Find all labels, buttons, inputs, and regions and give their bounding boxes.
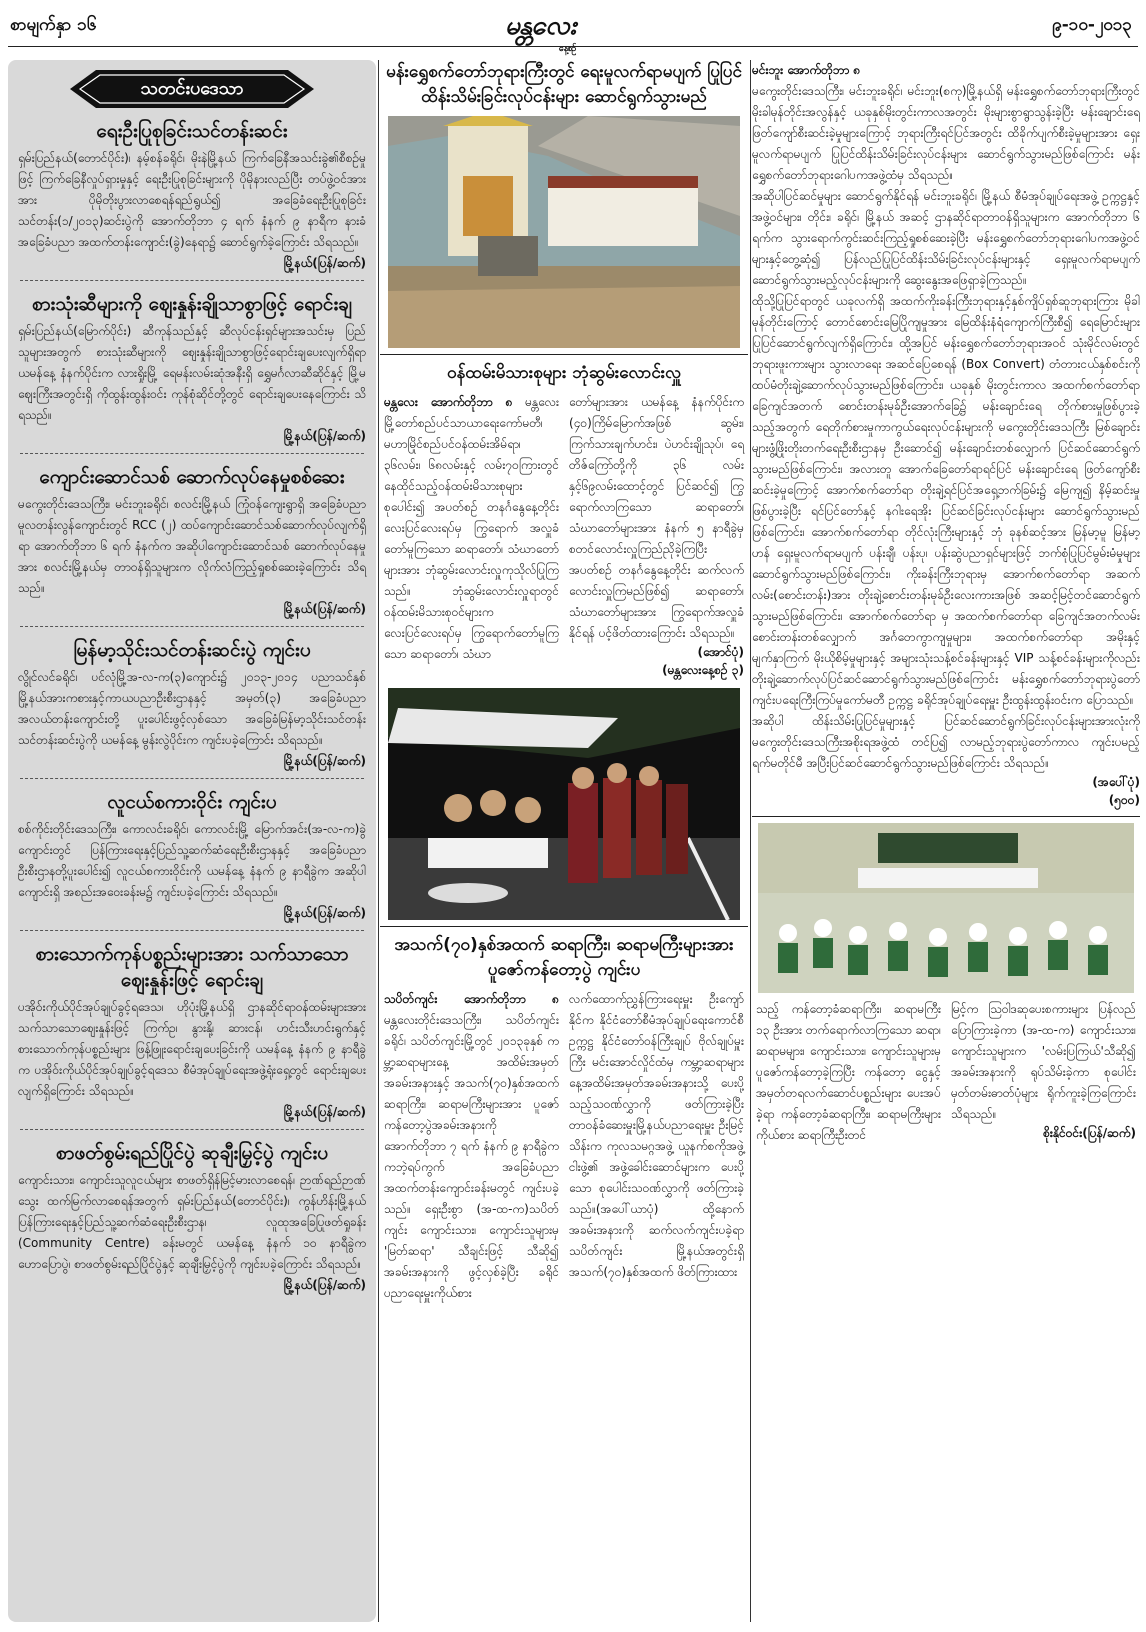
brief-article	[8, 287, 376, 447]
teachers-text-cont-left: သည့် ကန်တော့ခံဆရာကြီး၊ ဆရာမကြီး ၁၃ ဦးအား တက်ရောက်လာကြသော ဆရာ၊ ဆရာမများ၊ ကျောင်းသား၊ ကျောင်းသူများမှ ပူဇော်ကန်တော့ခဲ့ကြပြီး ကန်တော့ ငွေနှင့် အမှတ်တရလက်ဆောင်ပစ္စည်းများ ပေးအပ်ခဲ့ရာ ကန်တော့ခံဆရာကြီး၊ ဆရာမကြီးများကိုယ်စား ဆရာကြီးဦးတင်	[756, 1002, 941, 1142]
teachers-text-right: လက်ထောက်ညွှန်ကြားရေးမှူး ဦးကျော်နိုင်က နိုင်ငံတော်စီမံအုပ်ချုပ်ရေးကောင်စီဥက္ကဋ္ဌ နိုင်ငံတော်ဝန်ကြီးချုပ် ဗိုလ်ချုပ်မှူးကြီး မင်းအောင်လှိုင်ထံမှ ကမ္ဘာ့ဆရာများနေ့အထိမ်းအမှတ်အခမ်းအနားသို့ ပေးပို့သည့်သဝဏ်လွှာကို ဖတ်ကြားခဲ့ပြီး တာဝန်ခံဆေးမှူးမြို့နယ်ပညာရေးမှူး ဦးမြင့်သိန်းက ကုလသမဂ္ဂအဖွဲ့ ယူနက်စကိုအဖွဲ့ ငါးဖွဲ့၏ အဖွဲ့ခေါင်းဆောင်များက ပေးပို့သော စုပေါင်းသဝဏ်လွှာကို ဖတ်ကြားခဲ့သည်။(အပေါ်ယာပုံ) ထို့နောက် အခမ်းအနားကို ဆက်လက်ကျင်းပခဲ့ရာ သပိတ်ကျင်း မြို့နယ်အတွင်းရှိ အသက်(၇၀)နှစ်အထက် ဖိတ်ကြားထား	[569, 992, 744, 1279]
teachers-text-left: သပိတ်ကျင်း အောက်တိုဘာ ၈ မန္တလေးတိုင်းဒေသကြီး၊ သပိတ်ကျင်းခရိုင်၊ သပိတ်ကျင်းမြို့တွင် ၂၀၁၃ခုနှစ် ကမ္ဘာ့ဆရာများနေ့ အထိမ်းအမှတ်အခမ်းအနားနှင့် အသက်(၇၀)နှစ်အထက် ဆရာကြီး၊ ဆရာမကြီးများအား ပူဇော်ကန်တော့ပွဲအခမ်းအနားကို အောက်တိုဘာ ၇ ရက် နံနက် ၉ နာရီခွဲက ကဘဲ့ရပ်ကွက် အခြေခံပညာအထက်တန်းကျောင်းခန်းမတွင် ကျင်းပခဲ့သည်။ ရှေးဦးစွာ (အ-ထ-က)သပိတ်ကျင်း ကျောင်းသား၊ ကျောင်းသူများမှ 'မြတ်ဆရာ' သီချင်းဖြင့် သီဆို၍ အခမ်းအနားကို ဖွင့်လှစ်ခဲ့ပြီး ခရိုင်ပညာရေးမှူးကိုယ်စား	[384, 992, 559, 1300]
column-rule	[378, 60, 379, 1622]
alms-article-headline: ဝန်ထမ်းမိသားစုများ ဘုံဆွမ်းလောင်းလှူ	[446, 363, 682, 383]
brief-source: မြို့နယ်(ပြန်/ဆက်)	[283, 1105, 366, 1119]
brief-headline: စားသောက်ကုန်ပစ္စည်းများအား သက်သာသောဈေးနှုန်းဖြင့် ရောင်းချ	[35, 943, 349, 991]
masthead-rule	[8, 46, 1138, 47]
alms-article-body	[380, 392, 748, 680]
brief-headline: ကျောင်းဆောင်သစ် ဆောက်လုပ်နေမှုစစ်ဆေး	[39, 466, 345, 488]
brief-headline: ရေးဦးပြုစုခြင်းသင်တန်းဆင်း	[96, 120, 288, 142]
brief-headline: မြန်မာ့သိုင်းသင်တန်းဆင်းပွဲ ကျင်းပ	[73, 639, 311, 661]
divider	[20, 1129, 364, 1130]
page-number: စာမျက်နှာ ၁၆	[10, 15, 97, 35]
brief-article	[8, 460, 376, 620]
source-credit: စိုးနိုင်ဝင်း(ပြန်/ဆက်)	[1043, 1126, 1136, 1140]
column-rule	[750, 60, 751, 1622]
brief-source: မြို့နယ်(ပြန်/ဆက်)	[283, 906, 366, 920]
teachers-article-headline: အသက်(၇၀)နှစ်အထက် ဆရာကြီး၊ ဆရာမကြီးများအား ပူဇော်ကန်တော့ပွဲ ကျင်းပ	[394, 935, 734, 980]
brief-body: ကျောင်းသား၊ ကျောင်းသူလူငယ်များ စာဖတ်ရှိန်မြင့်မားလာစေရန်၊ ဉာဏ်ရည်ဉာဏ်သွေး ထက်မြက်လာစေရန်အတွက် ရှမ်းပြည်နယ်(တောင်ပိုင်း)၊ ကွန်ဟိန်းမြို့နယ် ပြန်ကြားရေးနှင့်ပြည်သူ့ဆက်ဆံရေးဦးစီးဌာန၊ လူထုအခြေပြုဖတ်ရှုခန်း (Community Centre) ခန်းမတွင် ယမန်နေ့ နံနက် ၁၀ နာရီခွဲက ဟောပြောပွဲ၊ စာဖတ်စွမ်းရည်ပြိုင်ပွဲနှင့် ဆုချီးမြှင့်ပွဲကို ကျင်းပခဲ့ကြောင်း သိရသည်။ မြို့နယ်(ပြန်/ဆက်)	[18, 1170, 366, 1296]
alms-text-right: တော်များအား ယမန်နေ့ နံနက်ပိုင်းက (၄၀)ကြိမ်မြောက်အဖြစ် ဆွမ်း၊ ကြက်သားချက်ဟင်း၊ ပဲဟင်းချိုသုပ်၊ ရေတိဇ်ကြော်တို့ကို ၃၆ လမ်းနှင့်၆၉လမ်းထောင့်တွင် ပြင်ဆင်၍ ကြွရောက်လာကြသော ဆရာတော်၊ သံဃာတော်များအား နံနက် ၅ နာရီခွဲမှ စတင်လောင်းလှူကြည်ညိုခဲ့ကြပြီး အပတ်စဉ် တနင်္ဂနွေနေ့တိုင်း ဆက်လက်လောင်းလှူကြမည်ဖြစ်၍ ဆရာတော်၊ သံဃာတော်များအား ကြွရောက်အလှူခံနိုင်ရန် ပင့်ဖိတ်ထားကြောင်း သိရသည်။	[569, 395, 744, 640]
source-credit: (၅၀၀)	[1108, 793, 1140, 807]
brief-article	[8, 785, 376, 924]
source-credit: (မန္တလေးနေ့စဉ် ၃)	[662, 663, 744, 677]
middle-column	[380, 60, 748, 1622]
brief-body: လွိုင်လင်ခရိုင်၊ ပင်လုံမြို့အ-လ-က(၃)ကျောင်း၌ ၂၀၁၃-၂၀၁၄ ပညာသင်နှစ် မြို့နယ်အားကစားနှင့်ကာယပညာဦးစီးဌာနနှင့် အမှတ်(၃) အခြေခံပညာအလယ်တန်းကျောင်းတို့ ပူးပေါင်းဖွင့်လှစ်သော အခြေခံမြန်မာ့သိုင်းသင်တန်း သင်တန်းဆင်းပွဲကို ယမန်နေ့ မွန်းလွဲပိုင်းက ကျင်းပခဲ့ကြောင်း သိရသည်။ မြို့နယ်(ပြန်/ဆက်)	[18, 667, 366, 772]
pagoda-photo	[388, 116, 740, 348]
divider	[20, 453, 364, 454]
brief-article	[8, 937, 376, 1123]
teachers-article-body	[380, 989, 748, 1304]
brief-headline: လူငယ်စကားဝိုင်း ကျင်းပ	[107, 791, 277, 813]
pagoda-article-headline: မန်းရွှေစက်တော်ဘုရားကြီးတွင် ရေးမူလက်ရာမပျက် ပြုပြင်ထိန်းသိမ်းခြင်းလုပ်ငန်းများ ဆောင်ရွက်သွားမည်	[386, 62, 742, 107]
masthead	[0, 0, 1146, 52]
brief-headline: စားသုံးဆီများကို ဈေးနှုန်းချိုသာစွာဖြင့် ရောင်းချ	[32, 293, 352, 315]
right-column	[752, 60, 1140, 1622]
brief-article	[8, 1136, 376, 1296]
pagoda-article-text: အဆိုပါပြင်ဆင်မှုများ ဆောင်ရွက်နိုင်ရန် မင်းဘူးခရိုင်၊ မြို့နယ် စီမံအုပ်ချုပ်ရေးအဖွဲ့ ဥက္ကဋ္ဌနှင့် အဖွဲ့ဝင်များ၊ တိုင်း၊ ခရိုင်၊ မြို့နယ် အဆင့် ဌာနဆိုင်ရာတာဝန်ရှိသူများက အောက်တိုဘာ ၆ ရက်က သွားရောက်ကွင်းဆင်းကြည့်ရှုစစ်ဆေးခဲ့ပြီး မန်းရွှေစက်တော်ဘုရားဂေါပကအဖွဲ့ဝင်များနှင့်တွေ့ဆုံ၍ ပြန်လည်ပြုပြင်ထိန်းသိမ်းခြင်းလုပ်ငန်းများနှင့် ရှေးမူလက်ရာမပျက် ဆောင်ရွက်သွားမည့်လုပ်ငန်းများကို ဆွေးနွေးအဖြေရှာခဲ့ကြသည်။	[752, 189, 1140, 287]
monks-alms-photo	[388, 688, 740, 920]
divider	[20, 280, 364, 281]
brief-body: ရှမ်းပြည်နယ်(တောင်ပိုင်း)၊ နမ့်စန်ခရိုင်၊ မိုးနဲမြို့နယ် ကြက်ခြေနီအသင်းခွဲ၏စီစဉ်မှုဖြင့် ကြက်ခြေနီလှုပ်ရှားမှုနှင့် ရေးဦးပြုစုခြင်းများကို ပိုမိုနားလည်ပြီး တပ်ဖွဲ့ဝင်အားအား ပိုမိုတိုးပွားလာစေရန်ရည်ရွယ်၍ အခြေခံရေးဦးပြုစုခြင်းသင်တန်း(၁/၂၀၁၃)ဆင်းပွဲကို အောက်တိုဘာ ၄ ရက် နံနက် ၉ နာရီက နားခံအခြေခံပညာ အထက်တန်းကျောင်း(ခွဲ)နေရာ၌ ဆောင်ရွက်ခဲ့ကြောင်း သိရသည်။ မြို့နယ်(ပြန်/ဆက်)	[18, 148, 366, 274]
brief-headline: စာဖတ်စွမ်းရည်ပြိုင်ပွဲ ဆုချီးမြှင့်ပွဲ ကျင်းပ	[55, 1142, 329, 1164]
pagoda-article-text: အဆိုပါ ထိန်းသိမ်းပြုပြင်မှုများနှင့် ပြင်ဆင်ဆောင်ရွက်ခြင်းလုပ်ငန်းများအားလုံးကို မကွေးတိုင်းဒေသကြီးအစိုးရအဖွဲ့ထံ တင်ပြ၍ လာမည့်ဘုရားပွဲတော်ကာလ ကျင်းပမည့်ရက်မတိုင်မီ အပြီးပြင်ဆင်ဆောင်ရွက်သွားမည်ဖြစ်ကြောင်း သိရသည်။	[752, 714, 1140, 770]
divider	[380, 926, 748, 927]
ceremony-photo	[758, 823, 1134, 993]
brief-body: မကွေးတိုင်းဒေသကြီး၊ မင်းဘူးခရိုင်၊ စလင်းမြို့နယ် ကြုံဝန်ကျေးရွာရှိ အခြေခံပညာ မူလတန်းလွန်ကျောင်းတွင် RCC (၂) ထပ်ကျောင်းဆောင်သစ်ဆောက်လုပ်လျက်ရှိရာ အောက်တိုဘာ ၆ ရက် နံနက်က အဆိုပါကျောင်းဆောင်သစ် ဆောက်လုပ်နေမှုအား စလင်းမြို့နယ်မှ တာဝန်ရှိသူများက လိုက်လံကြည့်ရှုစစ်ဆေးခဲ့ကြောင်း သိရသည်။ မြို့နယ်(ပြန်/ဆက်)	[18, 494, 366, 620]
brief-source: မြို့နယ်(ပြန်/ဆက်)	[283, 256, 366, 270]
news-briefs-column	[8, 60, 376, 1622]
brief-source: မြို့နယ်(ပြန်/ဆက်)	[283, 602, 366, 616]
section-banner	[70, 68, 314, 110]
pagoda-article-text: မင်းဘူး အောက်တိုဘာ ၈ မကွေးတိုင်းဒေသကြီး၊ မင်းဘူးခရိုင်၊ မင်းဘူး(စကု)မြို့နယ်ရှိ မန်းရွှေစက်တော်ဘုရားကြီးတွင် မိုးခါမုန်တိုင်းအလွန်နှင့် ယခုနှစ်မိုးတွင်းကာလအတွင်း မိုးများစွာရွာသွန်းခဲ့ပြီး မန်းချောင်းရေဖြတ်ကျော်စီးဆင်းခဲ့မှုများကြောင့် ဘုရားကြီးရင်ပြင်အတွင်း ထိခိုက်ပျက်စီးခဲ့မှုများအား ရှေးမူလက်ရာမပျက် ပြုပြင်ထိန်းသိမ်းခြင်းလုပ်ငန်းများ ဆောင်ရွက်သွားမည်ဖြစ်ကြောင်း မန်းရွှေစက်တော်ဘုရားဂေါပကအဖွဲ့ထံမှ သိရသည်။	[752, 63, 1140, 182]
divider	[20, 778, 364, 779]
photo-credit: (အောင်ပုံ)	[697, 645, 744, 659]
photo-credit: (အပေါ်ပုံ)	[1092, 775, 1140, 789]
teachers-article-continued	[752, 999, 1140, 1146]
newspaper-logo: မန္တလေး နေ့စဉ်	[505, 11, 576, 54]
brief-body: ရှမ်းပြည်နယ်(မြောက်ပိုင်း) ဆီကုန်သည်နှင့် ဆီလုပ်ငန်းရှင်များအသင်းမှ ပြည်သူများအတွက် စားသုံးဆီများကို ဈေးနှုန်းချိုသာစွာဖြင့်ရောင်းချပေးလျက်ရှိရာ ယမန်နေ့ နံနက်ပိုင်းက လားရှိုးမြို့ ရေမန်းလမ်းဆုံအနီးရှိ ရွှေမင်္ဂလာဆီဆိုင်နှင့် မြို့မဈေးကြီးအတွင်းရှိ ကိုထွန်းထွန်းဝင်း ကုန်စုံဆိုင်တို့တွင် ရောင်းချပေးနေကြောင်း သိရသည်။ မြို့နယ်(ပြန်/ဆက်)	[18, 321, 366, 447]
teachers-text-cont-right: မြင့်က ဩဝါဒဆုပေးစကားများ ပြန်လည်ပြောကြားခဲ့ကာ (အ-ထ-က) ကျောင်းသား၊ ကျောင်းသူများက 'လမ်းပြကြယ်'သီဆို၍ အခမ်းအနားကို ရုပ်သိမ်းခဲ့ကာ စုပေါင်းမှတ်တမ်းဓာတ်ပုံများ ရိုက်ကူးခဲ့ကြကြောင်း သိရသည်။	[951, 1002, 1136, 1121]
pagoda-article-text: ထိုသို့ပြုပြင်ရာတွင် ယခုလက်ရှိ အထက်ကိုးခန်းကြီးဘုရားနှင့်နှစ်ကျိပ်ရှစ်ဆူဘုရားကြား မိုခါမုန်တိုင်းကြောင့် တောင်စောင်းမြေပြိုကျမှုအား မြေထိန်းနံရံကျောက်ကြီးစီ၍ ရေမြောင်းများ ပြုပြင်ဆောင်ရွက်လျက်ရှိကြောင်း၊ ထို့အပြင် မန်းရွှေစက်တော်ဘုရားအဝင် သုံးမိုင်လမ်းတွင် ဘုရားဖူးကားများ သွားလာရေး အဆင်ပြေစေရန် (Box Convert) တံတားငယ်နှစ်စင်းကို ထပ်မံတိုးချဲ့ဆောက်လုပ်သွားမည်ဖြစ်ကြောင်း၊ ယခုနှစ် မိုးတွင်းကာလ အထက်စက်တော်ရာ ခြေကျင်အတက် စောင်းတန်းမုခ်ဦးအောက်ခြေ၌ မန်းချောင်းရေ တိုက်စားမှုဖြစ်ပွားခဲ့သည့်အတွက် ရေတိုက်စားမှုကာကွယ်ရေးလုပ်ငန်းများကို မကွေးတိုင်းဒေသကြီး မြစ်ချောင်းများဖွံ့ဖြိုးတိုးတက်ရေးဦးစီးဌာနမှ ဦးဆောင်၍ မန်းချောင်းတစ်လျှောက် ပြင်ဆင်ဆောင်ရွက်သွားမည်ဖြစ်ကြောင်း၊ အလားတူ အောက်ခြေတော်ရာရင်ပြင် မန်းချောင်းရေ ဖြတ်ကျော်စီးဆင်းခဲ့မှုကြောင့် အောက်စက်တော်ရာ တိုးချဲ့ရင်ပြင်အရှေ့ဘက်ခြမ်း၌ မြေကျ၍ နိမ့်ဆင်းမှုဖြစ်ပွားခဲ့ပြီး ရင်ပြင်တော်နှင့် နဂါးရေအိုး ပြင်ဆင်ခြင်းလုပ်ငန်းများ ဆောင်ရွက်သွားမည်ဖြစ်ကြောင်း၊ အောက်စက်တော်ရာ တိုင်လုံးကြီးများနှင့် ဘုံ ခုနစ်ဆင့်အား မြန်မာ့မူ မြန်မာ့ဟန် ရှေးမူလက်ရာမပျက် ပန်းချီ၊ ပန်းပု၊ ပန်းဆွဲပညာရှင်များဖြင့် ဘက်စုံပြုပြင်မွမ်းမံမှုများ ဆောင်ရွက်သွားမည်ဖြစ်ကြောင်း၊ ကိုးခန်းကြီးဘုရားမှ အောက်စက်တော်ရာ အဆက်လမ်း(စောင်းတန်း)အား တိုးချဲ့စောင်းတန်းမုခ်ဦးလေးကားအဖြစ် အဆင့်မြင့်တင်ဆောင်ရွက်သွားမည်ဖြစ်ကြောင်း၊ အောက်စက်တော်ရာ မှ အထက်စက်တော်ရာ ခြေကျင်အတက်လမ်းစောင်းတန်းတစ်လျှောက် အင်္ဂတေကွာကျမှုများ၊ အထက်စက်တော်ရာ အမိုးနှင့် မျက်နှာကြက် မိုးယိုစိမ့်မှုများနှင့် အများသုံးသန့်စင်ခန်းများနှင့် VIP သန့်စင်ခန်းများကိုလည်း တိုးချဲ့ဆောက်လုပ်ပြင်ဆင်ဆောင်ရွက်သွားမည်ဖြစ်ကြောင်း မန်းရွှေစက်တော်ဘုရားပွဲတော်ကျင်းပရေးကြီးကြပ်မှုကော်မတီ ဥက္ကဋ္ဌ ခရိုင်အုပ်ချုပ်ရေးမှူး ဦးထွန်းထွန်းဝင်းက ပြောသည်။	[752, 294, 1140, 707]
alms-text-left: မန္တလေး အောက်တိုဘာ ၈ မန္တလေးမြို့တော်စည်ပင်သာယာရေးကော်မတီ၊ မဟာမြိုင်စည်ပင်ဝန်ထမ်းအိမ်ရာ၊ ၃၆လမ်း၊ ၆၈လမ်းနှင့် လမ်း၇၀ကြားတွင် နေထိုင်သည့်ဝန်ထမ်းမိသားစုများ စုပေါင်း၍ အပတ်စဉ် တနင်္ဂနွေနေ့တိုင်း လေးပြင်လေးရပ်မှ ကြွရောက် အလှူခံတော်မူကြသော ဆရာတော်၊ သံဃာတော်များအား ဘုံဆွမ်းလောင်းလှူကုသိုလ်ပြုကြသည်။ ဘုံဆွမ်းလောင်းလှူရာတွင် ဝန်ထမ်းမိသားစုဝင်များက လေးပြင်လေးရပ်မှ ကြွရောက်တော်မူကြသော ဆရာတော်၊ သံဃာ	[384, 395, 559, 661]
divider	[20, 930, 364, 931]
brief-article	[8, 114, 376, 274]
brief-source: မြို့နယ်(ပြန်/ဆက်)	[283, 754, 366, 768]
brief-body: ပအိုဝ်းကိုယ်ပိုင်အုပ်ချုပ်ခွင့်ရဒေသ၊ ဟိုပုံးမြို့နယ်ရှိ ဌာနဆိုင်ရာဝန်ထမ်းများအား သက်သာသောဈေးနှုန်းဖြင့် ကြက်ဥ၊ နွားနို့၊ ဆားငန်၊ ဟင်းသီးဟင်းရွက်နှင့် စားသောက်ကုန်ပစ္စည်းများ ဖြန့်ဖြူးရောင်းချပေးခြင်းကို ယမန်နေ့ နံနက် ၉ နာရီခွဲက ပအိုဝ်းကိုယ်ပိုင်အုပ်ချုပ်ခွင့်ရဒေသ စီမံအုပ်ချုပ်ရေးအဖွဲ့ရုံးရှေ့တွင် ရောင်းချပေးလျက်ရှိကြောင်း သိရသည်။ မြို့နယ်(ပြန်/ဆက်)	[18, 997, 366, 1123]
brief-body: စစ်ကိုင်းတိုင်းဒေသကြီး၊ ကောလင်းခရိုင်၊ ကောလင်းမြို့ မြောက်အင်း(အ-လ-က)ခွဲကျောင်းတွင် ပြန်ကြားရေးနှင့်ပြည်သူ့ဆက်ဆံရေးဦးစီးဌာနနှင့် အခြေခံပညာဦးစီးဌာနတို့ပူးပေါင်း၍ လူငယ်စကားဝိုင်းကို ယမန်နေ့ နံနက် ၉ နာရီခွဲက အဆိုပါကျောင်းရှိ အစည်းအဝေးခန်းမ၌ ကျင်းပခဲ့ကြောင်း သိရသည်။ မြို့နယ်(ပြန်/ဆက်)	[18, 819, 366, 924]
brief-source: မြို့နယ်(ပြန်/ဆက်)	[283, 429, 366, 443]
divider	[380, 354, 748, 355]
section-banner-title: သတင်းပဒေသာ	[140, 78, 244, 99]
divider	[752, 816, 1140, 817]
brief-source: မြို့နယ်(ပြန်/ဆက်)	[283, 1278, 366, 1292]
issue-date: ၉-၁၀-၂၀၁၃	[1052, 15, 1132, 35]
divider	[20, 626, 364, 627]
brief-article	[8, 633, 376, 772]
